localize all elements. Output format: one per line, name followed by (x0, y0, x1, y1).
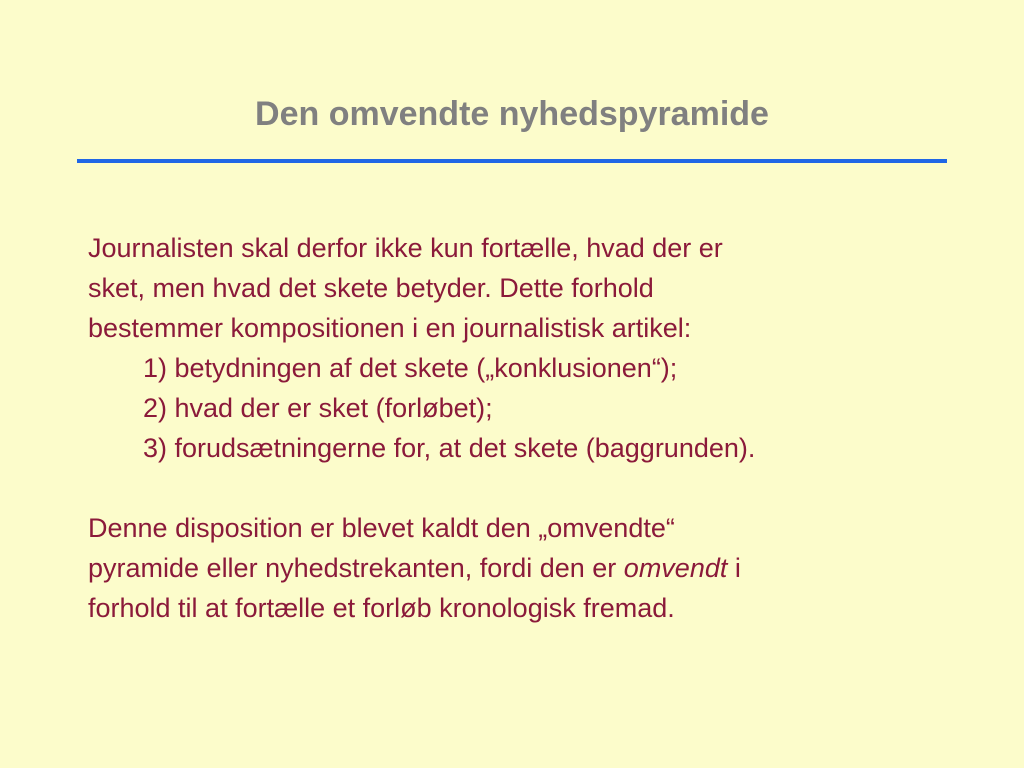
title-divider (77, 159, 947, 163)
closing-line-1: Denne disposition er blevet kaldt den „omvendte“ (88, 513, 675, 543)
intro-paragraph (88, 228, 948, 348)
composition-list (88, 348, 948, 468)
closing-line-2 (88, 548, 948, 588)
slide-title: Den omvendte nyhedspyramide (255, 95, 769, 133)
closing-paragraph (88, 508, 948, 628)
slide-body (88, 228, 948, 628)
intro-line-3: bestemmer kompositionen i en journalistisk artikel: (88, 313, 692, 343)
closing-line-2-tail: i (727, 553, 741, 583)
closing-line-3: forhold til at fortælle et forløb kronologisk fremad. (88, 593, 675, 623)
list-item-1: 1) betydningen af det skete („konklusionen“); (143, 353, 678, 383)
list-item-2: 2) hvad der er sket (forløbet); (143, 393, 493, 423)
closing-line-2-text: pyramide eller nyhedstrekanten, fordi den er (88, 553, 624, 583)
emphasis-omvendt: omvendt (623, 553, 728, 583)
list-item-3: 3) forudsætningerne for, at det skete (baggrunden). (143, 433, 756, 463)
intro-line-1: Journalisten skal derfor ikke kun fortælle, hvad der er (88, 233, 723, 263)
paragraph-spacer (88, 468, 948, 508)
intro-line-2: sket, men hvad det skete betyder. Dette forhold (88, 273, 654, 303)
